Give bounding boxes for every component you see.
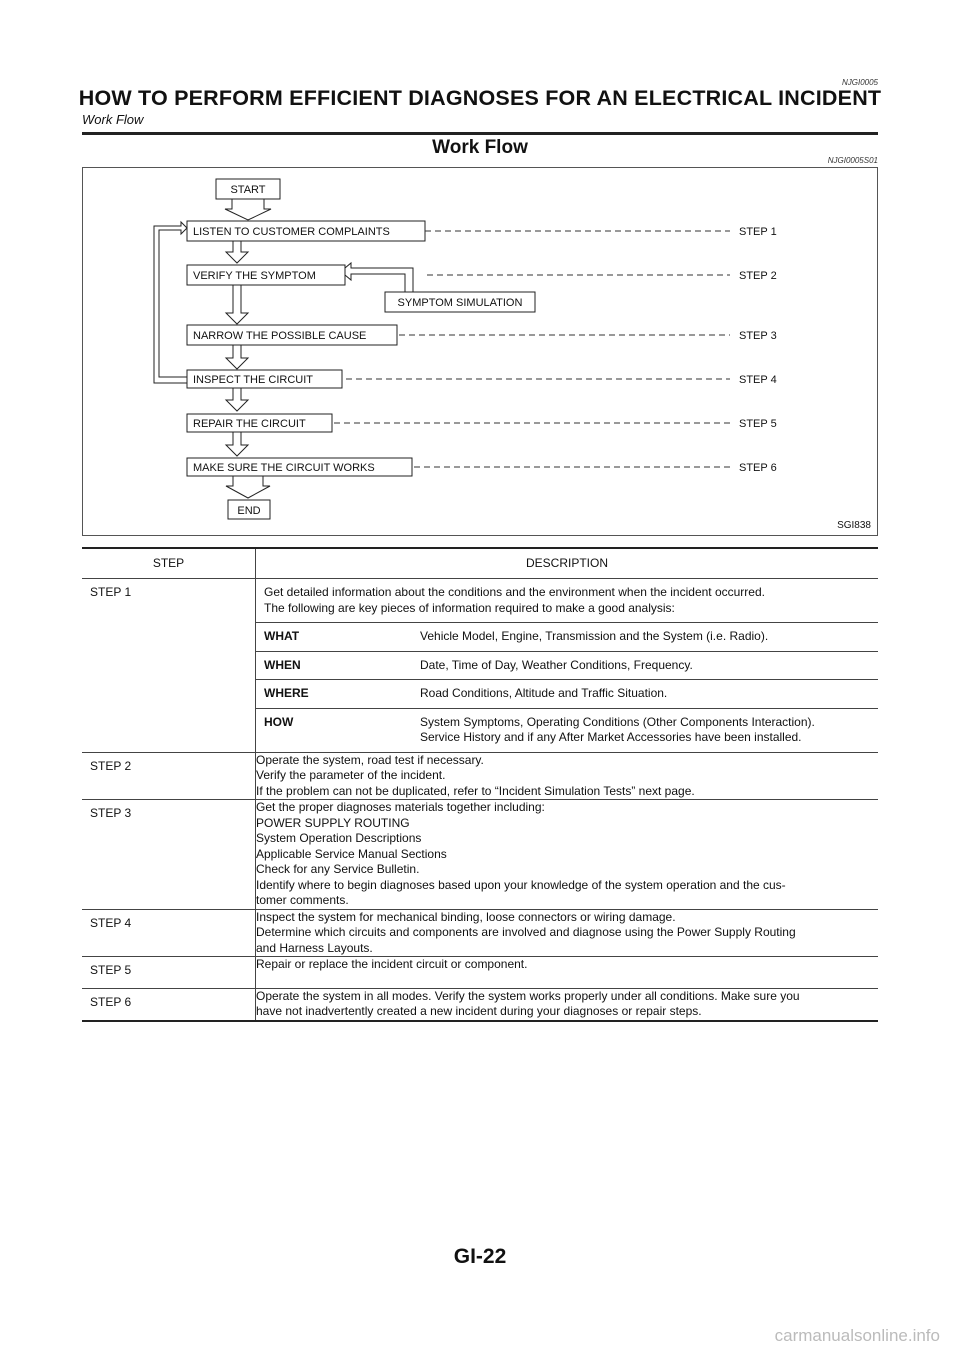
step1-line: Get detailed information about the conditions and the environment when the incident occurred. bbox=[264, 585, 765, 599]
step3-label: NARROW THE POSSIBLE CAUSE bbox=[193, 330, 367, 342]
step4-tag: STEP 4 bbox=[739, 374, 777, 386]
step3-tag: STEP 3 bbox=[739, 330, 777, 342]
step1-subtable bbox=[256, 622, 878, 752]
arrow-5-6 bbox=[226, 432, 248, 456]
workflow-figure bbox=[82, 167, 878, 536]
page-number: GI-22 bbox=[453, 1245, 507, 1268]
sub-value: Road Conditions, Altitude and Traffic Situation. bbox=[412, 680, 878, 709]
arrow-2-3 bbox=[226, 285, 248, 324]
arrow-simulation bbox=[345, 263, 413, 292]
step3-cell: STEP 3 bbox=[82, 800, 256, 910]
step5-line: Repair or replace the incident circuit or component. bbox=[256, 957, 528, 971]
step1-cell: STEP 1 bbox=[82, 579, 256, 753]
step4-line: and Harness Layouts. bbox=[256, 940, 373, 955]
document-code: NJGI0005 bbox=[841, 78, 878, 87]
sub-key: WHERE bbox=[256, 680, 412, 709]
table-row-step2 bbox=[82, 752, 878, 800]
step6-tag: STEP 6 bbox=[739, 462, 777, 474]
table-row-step1 bbox=[82, 579, 878, 753]
sub-value: Date, Time of Day, Weather Conditions, Frequency. bbox=[412, 651, 878, 680]
sub-value: Vehicle Model, Engine, Transmission and the System (i.e. Radio). bbox=[412, 623, 878, 652]
step5-tag: STEP 5 bbox=[739, 418, 777, 430]
step2-label: VERIFY THE SYMPTOM bbox=[193, 270, 316, 282]
step3-line: Applicable Service Manual Sections bbox=[256, 846, 447, 861]
step3-description bbox=[256, 800, 879, 910]
page-title: HOW TO PERFORM EFFICIENT DIAGNOSES FOR AN ELECTRICAL INCIDENT bbox=[78, 86, 882, 110]
section-title: Work Flow bbox=[432, 137, 528, 158]
step4-line: Determine which circuits and components are involved and diagnose using the Power Supply Routing bbox=[256, 925, 796, 939]
step6-label: MAKE SURE THE CIRCUIT WORKS bbox=[193, 462, 375, 474]
arrow-3-4 bbox=[226, 345, 248, 369]
step5-description bbox=[256, 957, 879, 989]
end-label: END bbox=[237, 505, 261, 517]
step1-line: The following are key pieces of information required to make a good analysis: bbox=[264, 600, 675, 615]
table-row-step4 bbox=[82, 909, 878, 957]
step6-line: Operate the system in all modes. Verify the system works properly under all conditions. Make sure you bbox=[256, 988, 800, 1003]
step3-line: Check for any Service Bulletin. bbox=[256, 862, 420, 876]
watermark: carmanualsonline.info bbox=[774, 1326, 940, 1345]
workflow-diagram bbox=[83, 168, 877, 535]
step4-description bbox=[256, 909, 879, 957]
sub-row-where bbox=[256, 680, 878, 709]
step6-description bbox=[256, 988, 879, 1021]
header-description: DESCRIPTION bbox=[256, 548, 879, 579]
step4-line: Inspect the system for mechanical binding, loose connectors or wiring damage. bbox=[256, 909, 676, 924]
sub-value-line: System Symptoms, Operating Conditions (Other Components Interaction). bbox=[420, 714, 815, 729]
table-row-step6 bbox=[82, 988, 878, 1021]
step2-tag: STEP 2 bbox=[739, 270, 777, 282]
sub-value bbox=[412, 708, 878, 752]
step5-cell: STEP 5 bbox=[82, 957, 256, 989]
arrow-end bbox=[226, 476, 270, 498]
table-row-step5 bbox=[82, 957, 878, 989]
step2-line: Operate the system, road test if necessary. bbox=[256, 752, 484, 767]
sub-key: WHAT bbox=[256, 623, 412, 652]
arrow-4-5 bbox=[226, 388, 248, 411]
sub-key: WHEN bbox=[256, 651, 412, 680]
figure-id: SGI838 bbox=[837, 520, 871, 531]
step3-line: tomer comments. bbox=[256, 893, 349, 907]
step2-line: Verify the parameter of the incident. bbox=[256, 768, 446, 782]
step1-tag: STEP 1 bbox=[739, 226, 777, 238]
step3-line: Get the proper diagnoses materials together including: bbox=[256, 800, 545, 814]
step1-description bbox=[256, 579, 879, 753]
page-subtitle: Work Flow bbox=[82, 112, 144, 127]
arrow-loop bbox=[154, 222, 187, 383]
sub-row-how bbox=[256, 708, 878, 752]
steps-table bbox=[82, 547, 878, 1022]
arrow-1-2 bbox=[226, 241, 248, 263]
section-code: NJGI0005S01 bbox=[827, 156, 878, 165]
table-header-row bbox=[82, 548, 878, 579]
sub-row-what bbox=[256, 623, 878, 652]
step2-line: If the problem can not be duplicated, refer to “Incident Simulation Tests” next page. bbox=[256, 783, 695, 798]
start-label: START bbox=[230, 184, 266, 196]
step3-line: Identify where to begin diagnoses based upon your knowledge of the system operation and the cus- bbox=[256, 877, 786, 892]
arrow-start bbox=[225, 199, 271, 220]
header-rule bbox=[82, 132, 878, 135]
step3-line: System Operation Descriptions bbox=[256, 831, 422, 845]
step2-cell: STEP 2 bbox=[82, 752, 256, 800]
sub-key: HOW bbox=[256, 708, 412, 752]
step5-label: REPAIR THE CIRCUIT bbox=[193, 418, 306, 430]
sub-row-when bbox=[256, 651, 878, 680]
step6-cell: STEP 6 bbox=[82, 988, 256, 1021]
simulation-label: SYMPTOM SIMULATION bbox=[397, 297, 523, 309]
sub-value-line: Service History and if any After Market Accessories have been installed. bbox=[420, 730, 802, 744]
step4-label: INSPECT THE CIRCUIT bbox=[193, 374, 313, 386]
step1-label: LISTEN TO CUSTOMER COMPLAINTS bbox=[193, 226, 390, 238]
step2-description bbox=[256, 752, 879, 800]
step6-line: have not inadvertently created a new incident during your diagnoses or repair steps. bbox=[256, 1004, 702, 1018]
step3-line: POWER SUPPLY ROUTING bbox=[256, 815, 410, 830]
table-row-step3 bbox=[82, 800, 878, 910]
step4-cell: STEP 4 bbox=[82, 909, 256, 957]
header-step: STEP bbox=[82, 548, 256, 579]
